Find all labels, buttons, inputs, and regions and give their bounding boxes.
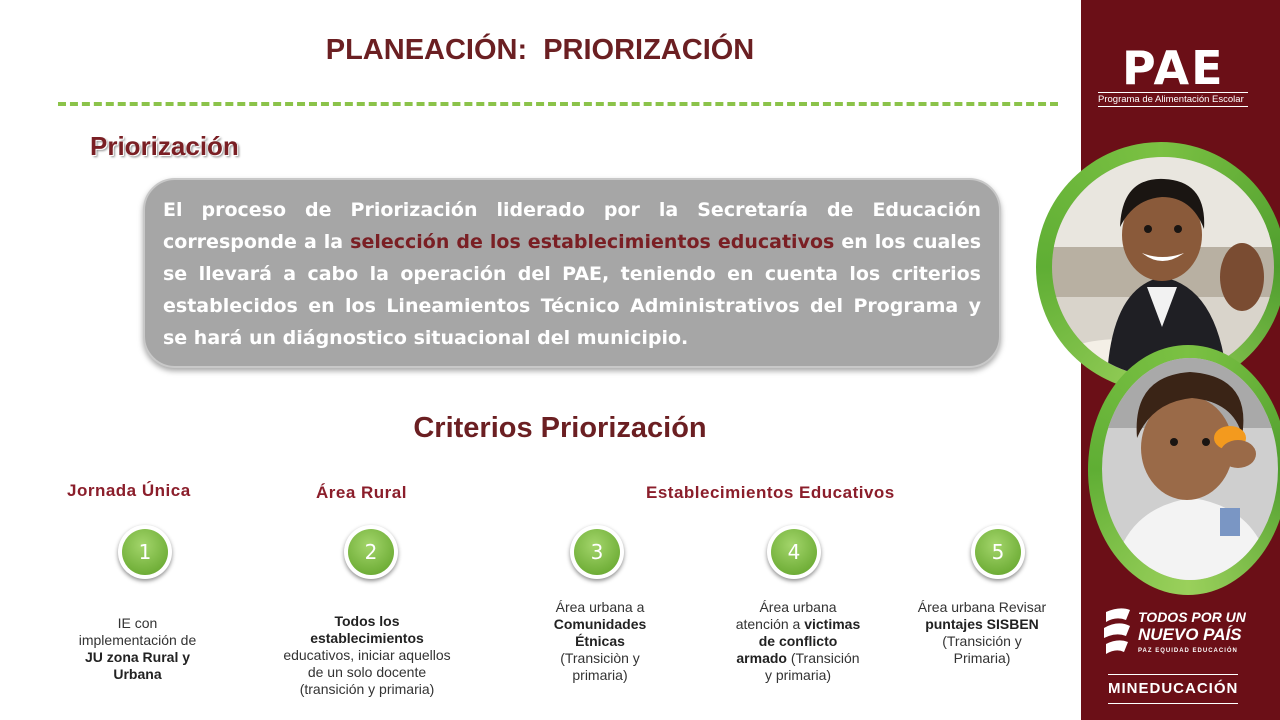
criterion-1-description (60, 615, 215, 683)
intro-box (143, 178, 1001, 368)
dashed-divider (58, 102, 1058, 106)
desc-line: Área urbana a (555, 599, 645, 615)
page-title: PLANEACIÓN: PRIORIZACIÓN (325, 34, 755, 66)
desc-line: de conflicto (758, 633, 838, 649)
gov-slogan-line1: TODOS POR UN (1138, 608, 1246, 625)
criteria-heading: Criterios Priorización (413, 412, 707, 444)
criterion-4-description (718, 599, 878, 684)
desc-line: y primaria) (764, 667, 832, 683)
desc-line: de un solo docente (307, 664, 427, 680)
intro-text (163, 194, 981, 354)
criterion-5-number: 5 (975, 529, 1021, 575)
desc-line: educativos, iniciar aquellos (283, 647, 451, 663)
desc-line: primaria) (572, 667, 628, 683)
government-logo (1102, 606, 1252, 662)
category-jornada-unica: Jornada Única (67, 481, 191, 500)
desc-line: puntajes SISBEN (925, 616, 1039, 632)
section-heading: Priorización (90, 131, 239, 161)
criterion-3-badge (570, 525, 624, 579)
gov-slogan-line3: PAZ EQUIDAD EDUCACIÓN (1138, 647, 1238, 654)
desc-line: atención a victimas (735, 616, 861, 632)
desc-line: IE con (117, 615, 158, 631)
intro-highlight: selección de los establecimientos educativos (350, 231, 835, 253)
criterion-2-number: 2 (348, 529, 394, 575)
student-boy-image (1102, 358, 1278, 580)
desc-line: (transición y primaria) (299, 681, 435, 697)
criterion-3-number: 3 (574, 529, 620, 575)
ministry-name: MINEDUCACIÓN (1108, 680, 1239, 697)
desc-line: Área urbana Revisar (917, 599, 1047, 615)
desc-line: establecimientos (310, 630, 424, 646)
desc-line: (Transición y (942, 633, 1022, 649)
pae-logo-text: PAE (1122, 41, 1225, 95)
pae-logo (1098, 41, 1248, 107)
gov-slogan-line2: NUEVO PAÍS (1138, 624, 1242, 644)
criterion-2-badge (344, 525, 398, 579)
criterion-1-badge (118, 525, 172, 579)
desc-line: Comunidades (553, 616, 647, 632)
category-area-rural: Área Rural (316, 483, 407, 502)
desc-line: Todos los (334, 613, 400, 629)
desc-line: Área urbana (759, 599, 837, 615)
criterion-5-description (898, 599, 1066, 667)
desc-line: (Transiciòn y (560, 650, 640, 666)
intro-text-part2: en los cuales se llevará a cabo la operación del PAE, teniendo en cuenta los criterios establecidos en los Lineamientos Técnico Administrativos del Programa y se hará un diágnostico situacional del municipio. (163, 231, 982, 349)
student-girl-photo (1052, 157, 1274, 377)
pae-logo-subtitle: Programa de Alimentación Escolar (1098, 92, 1248, 107)
desc-line: armado (Transición (736, 650, 860, 666)
desc-line: Étnicas (575, 633, 625, 649)
student-girl-image (1052, 157, 1274, 377)
criterion-4-badge (767, 525, 821, 579)
desc-line: Primaria) (953, 650, 1011, 666)
criterion-2-description (262, 613, 472, 698)
intro-text-part1: El proceso de Priorización liderado por la Secretaría de Educación corresponde a la (163, 199, 981, 253)
ministry-divider-bottom (1108, 703, 1238, 704)
criterion-4-number: 4 (771, 529, 817, 575)
flag-swoosh-icon (1102, 606, 1132, 662)
criterion-5-badge (971, 525, 1025, 579)
desc-line: implementación de (78, 632, 197, 648)
student-boy-photo (1102, 358, 1278, 580)
category-establecimientos: Establecimientos Educativos (646, 483, 895, 502)
desc-line: Urbana (113, 666, 162, 682)
ministry-divider-top (1108, 674, 1238, 675)
criterion-3-description (525, 599, 675, 684)
desc-line: JU zona Rural y (84, 649, 191, 665)
criterion-1-number: 1 (122, 529, 168, 575)
